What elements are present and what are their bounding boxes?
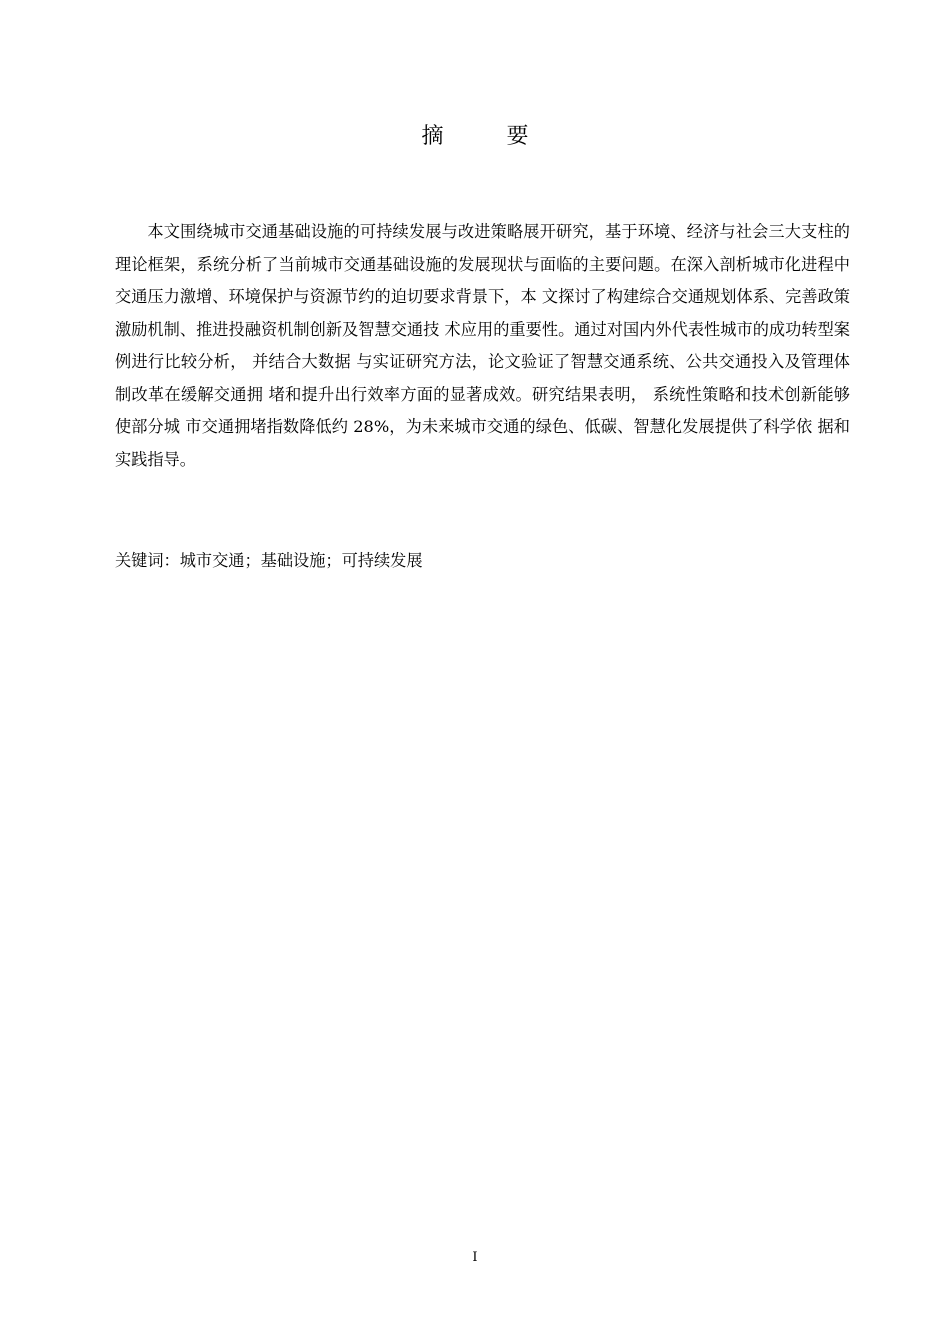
page-number: I	[472, 1250, 478, 1265]
abstract-title: 摘 要	[421, 124, 557, 149]
keywords-line	[115, 546, 850, 576]
abstract-paragraph: 本文围绕城市交通基础设施的可持续发展与改进策略展开研究，基于环境、经济与社会三大支柱的理论框架，系统分析了当前城市交通基础设施的发展现状与面临的主要问题。在深入剖析城市化进程中交通压力激增、环境保护与资源节约的迫切要求背景下，本 文探讨了构建综合交通规划体系、完善政策激励机制、推进投融资机制创新及智慧交通技 术应用的重要性。通过对国内外代表性城市的成功转型案例进行比较分析， 并结合大数据 与实证研究方法，论文验证了智慧交通系统、公共交通投入及管理体制改革在缓解交通拥 堵和提升出行效率方面的显著成效。研究结果表明， 系统性策略和技术创新能够使部分城 市交通拥堵指数降低约 28%，为未来城市交通的绿色、低碳、智慧化发展提供了科学依 据和实践指导。	[115, 222, 850, 469]
keywords-text: 城市交通；基础设施；可持续发展	[179, 551, 423, 570]
keywords-label: 关键词：	[115, 551, 180, 570]
